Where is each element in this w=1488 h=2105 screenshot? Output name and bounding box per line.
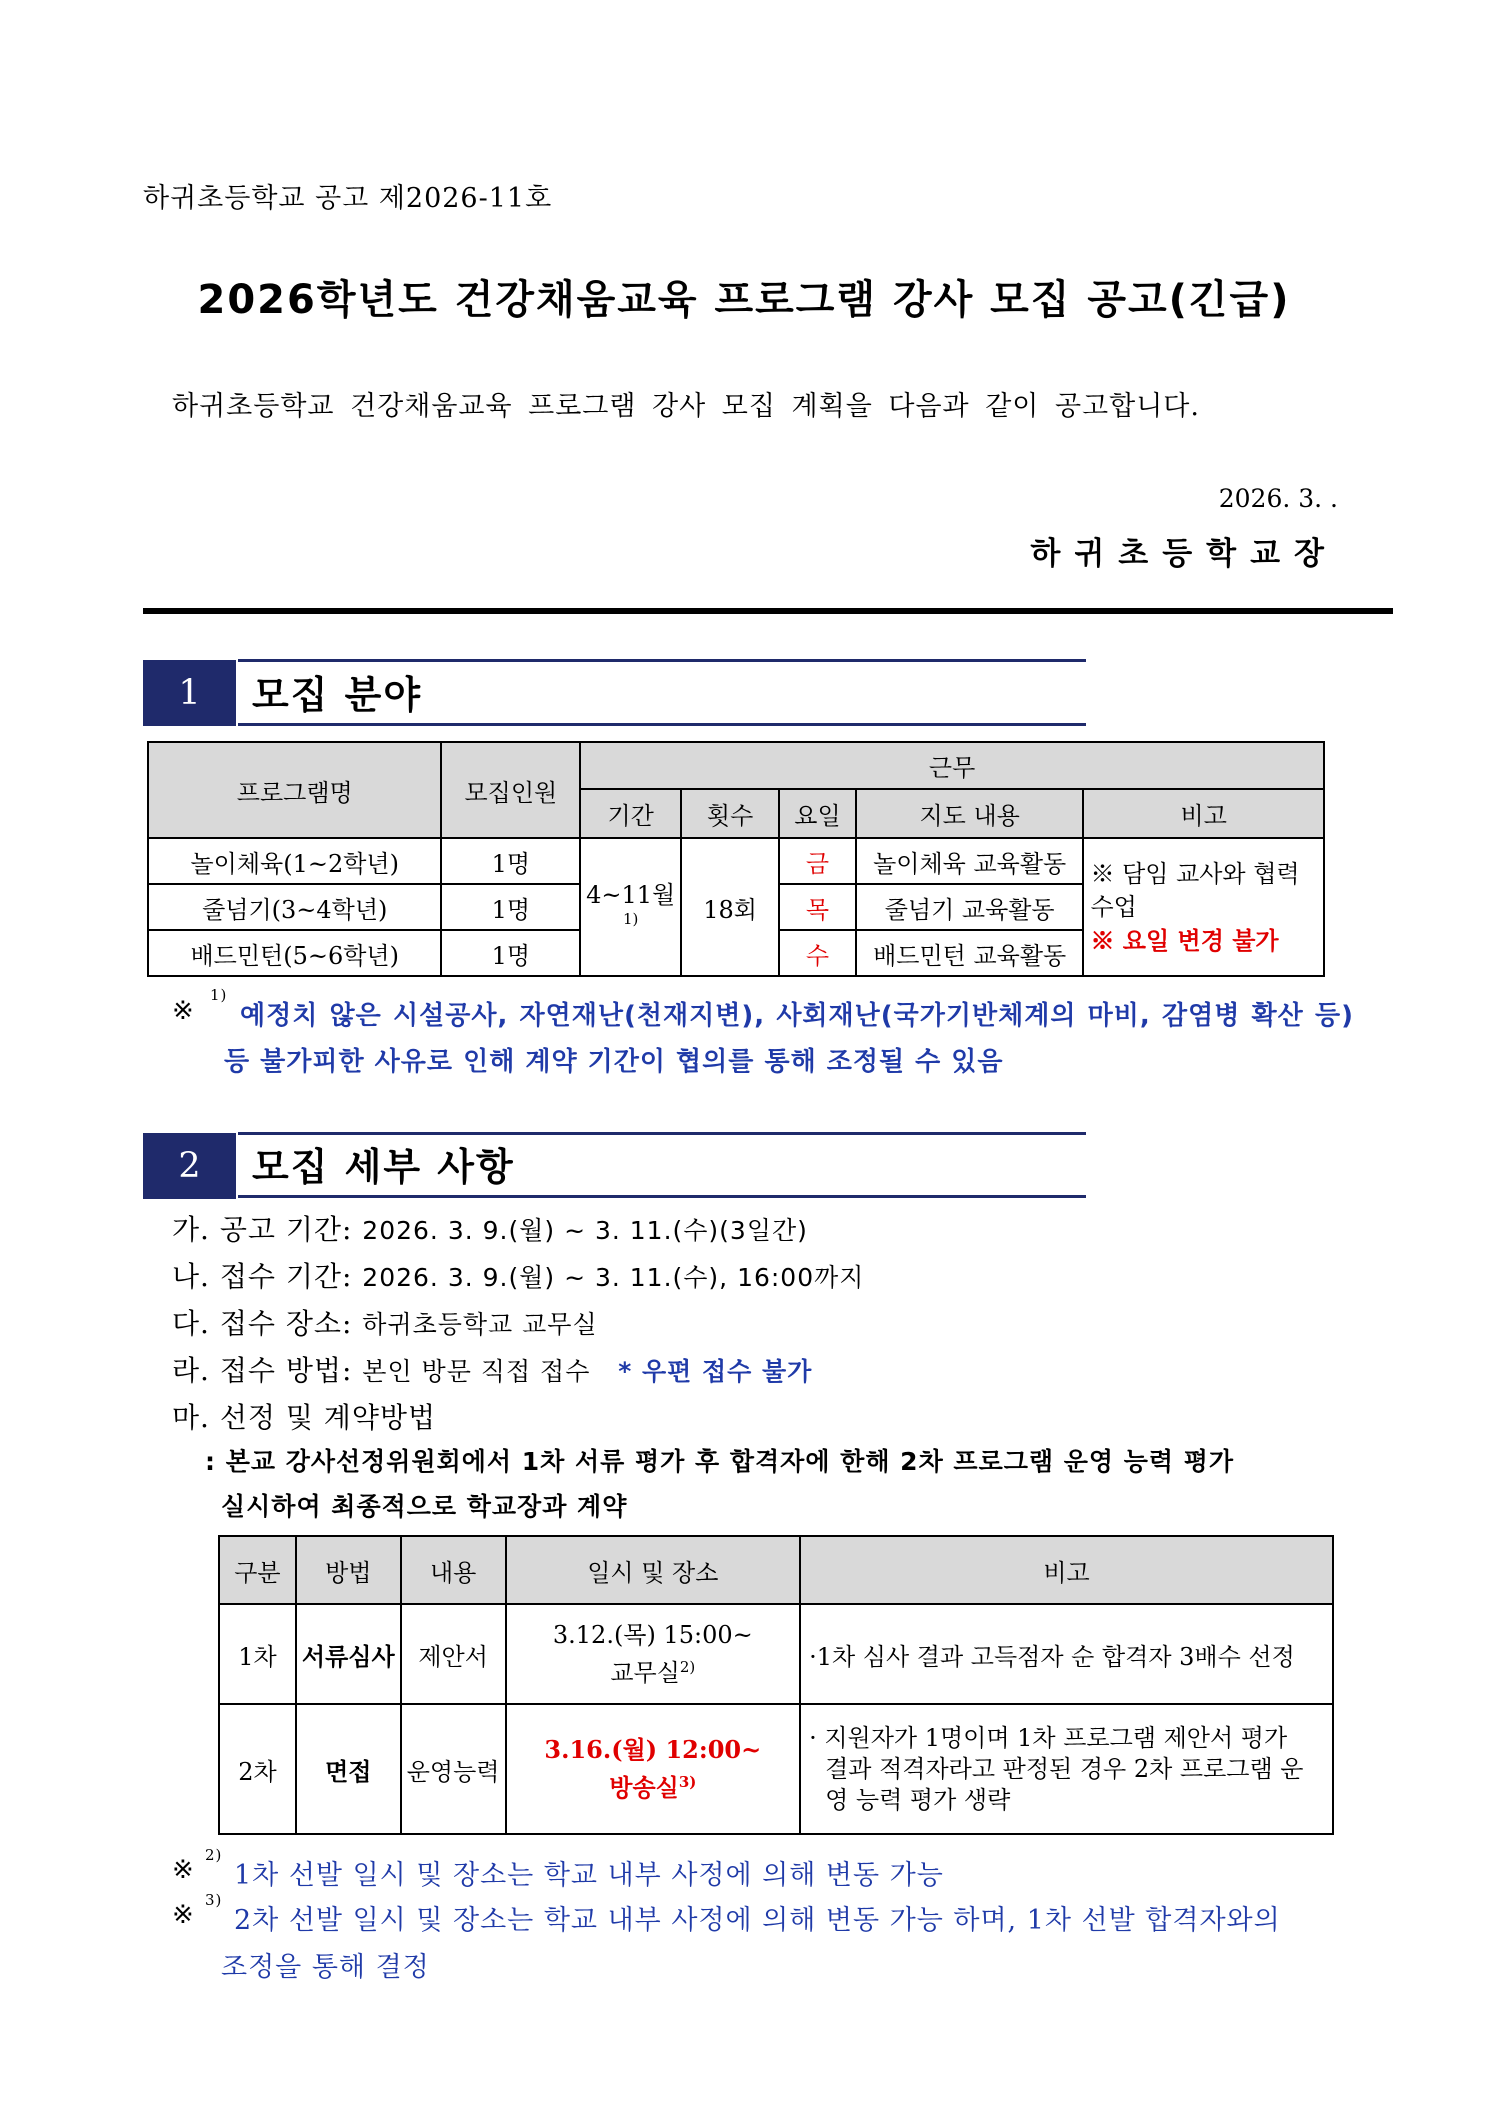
item-application-place bbox=[172, 1302, 598, 1342]
item-label: 가. 공고 기간: bbox=[172, 1213, 353, 1246]
item-label: 라. 접수 방법: bbox=[172, 1354, 353, 1387]
footnote-contract-period: 예정치 않은 시설공사, 자연재난(천재지변), 사회재난(국가기반체계의 마비, 감염병 확산 등) 등 불가피한 사유로 인해 계약 기간이 협의를 통해 조정될 수 있음 bbox=[224, 1001, 1354, 1077]
item-label: 나. 접수 기간: bbox=[172, 1260, 353, 1293]
section-1-number: 1 bbox=[143, 660, 236, 726]
table-row bbox=[219, 1604, 1333, 1704]
place-line bbox=[511, 1651, 796, 1689]
remarks-line: 결과 적격자라고 판정된 경우 2차 프로그램 운 bbox=[825, 1754, 1304, 1783]
footnote-mark: ※ bbox=[172, 996, 195, 1026]
no-mail-note: * 우편 접수 불가 bbox=[618, 1357, 813, 1386]
day-cell: 금 bbox=[779, 838, 856, 884]
stage-cell: 1차 bbox=[219, 1604, 296, 1704]
method-cell: 서류심사 bbox=[296, 1604, 401, 1704]
datetime-cell bbox=[506, 1604, 801, 1704]
item-application-method bbox=[172, 1349, 812, 1389]
table-row bbox=[148, 838, 1324, 884]
section-2-number: 2 bbox=[143, 1133, 236, 1199]
item-value: 하귀초등학교 교무실 bbox=[362, 1310, 598, 1339]
item-announcement-period bbox=[172, 1208, 808, 1248]
header-count: 모집인원 bbox=[441, 742, 580, 838]
item-value: 2026. 3. 9.(월) ~ 3. 11.(수), 16:00까지 bbox=[362, 1263, 865, 1292]
section-2-top-line bbox=[238, 1132, 1086, 1135]
datetime-cell bbox=[506, 1704, 801, 1834]
footnote-ref-2: 2) bbox=[205, 1846, 223, 1864]
header-remarks: 비고 bbox=[800, 1536, 1333, 1604]
section-1-bottom-line bbox=[238, 723, 1086, 726]
header-program: 프로그램명 bbox=[148, 742, 441, 838]
program-name: 줄넘기(3~4학년) bbox=[148, 884, 441, 930]
section-2-bottom-line bbox=[238, 1195, 1086, 1198]
stage-cell: 2차 bbox=[219, 1704, 296, 1834]
item-selection-method: 마. 선정 및 계약방법 bbox=[172, 1401, 436, 1434]
remark-cooperation: ※ 담임 교사와 협력 수업 bbox=[1090, 859, 1300, 921]
remarks-cell bbox=[1083, 838, 1324, 976]
footnote-second-selection-cont: 조정을 통해 결정 bbox=[221, 1952, 430, 1983]
table-row bbox=[219, 1704, 1333, 1834]
period-footnote-ref: 1) bbox=[622, 910, 639, 928]
remarks-cell: ·1차 심사 결과 고득점자 순 합격자 3배수 선정 bbox=[800, 1604, 1333, 1704]
section-1-title: 모집 분야 bbox=[252, 673, 423, 717]
footnote-mark: ※ bbox=[172, 1900, 195, 1930]
header-datetime: 일시 및 장소 bbox=[506, 1536, 801, 1604]
datetime-line: 3.12.(목) 15:00~ bbox=[552, 1621, 753, 1649]
datetime-line: 3.16.(월) 12:00~ bbox=[544, 1735, 762, 1764]
header-period: 기간 bbox=[580, 789, 681, 838]
principal-signature: 하귀초등학교장 bbox=[1030, 536, 1338, 572]
selection-description-line-2: 실시하여 최종적으로 학교장과 계약 bbox=[221, 1492, 628, 1521]
day-cell: 수 bbox=[779, 930, 856, 976]
header-sessions: 횟수 bbox=[681, 789, 779, 838]
recruit-count: 1명 bbox=[441, 884, 580, 930]
day-cell: 목 bbox=[779, 884, 856, 930]
item-application-period bbox=[172, 1255, 864, 1295]
recruitment-field-table bbox=[147, 741, 1325, 977]
place-footnote-ref: 3) bbox=[678, 1773, 697, 1791]
footnote-mark: ※ bbox=[172, 1855, 195, 1885]
place-value: 교무실 bbox=[610, 1659, 680, 1687]
section-2-title: 모집 세부 사항 bbox=[252, 1145, 515, 1189]
header-day: 요일 bbox=[779, 789, 856, 838]
period-value: 4~11월 bbox=[586, 881, 676, 909]
method-cell: 면접 bbox=[296, 1704, 401, 1834]
footnote-ref-3: 3) bbox=[205, 1891, 223, 1909]
place-value: 방송실 bbox=[609, 1773, 679, 1802]
content-cell: 운영능력 bbox=[401, 1704, 506, 1834]
content-cell: 제안서 bbox=[401, 1604, 506, 1704]
program-name: 놀이체육(1~2학년) bbox=[148, 838, 441, 884]
document-title: 2026학년도 건강채움교육 프로그램 강사 모집 공고(긴급) bbox=[197, 277, 1291, 323]
selection-schedule-table bbox=[218, 1535, 1334, 1835]
footnote-first-selection: 1차 선발 일시 및 장소는 학교 내부 사정에 의해 변동 가능 bbox=[234, 1860, 944, 1891]
item-value: 본인 방문 직접 접수 bbox=[362, 1357, 591, 1386]
content-cell: 줄넘기 교육활동 bbox=[856, 884, 1084, 930]
header-method: 방법 bbox=[296, 1536, 401, 1604]
intro-text: 하귀초등학교 건강채움교육 프로그램 강사 모집 계획을 다음과 같이 공고합니다. bbox=[172, 391, 1200, 422]
section-1-top-line bbox=[238, 659, 1086, 662]
footnote-second-selection: 2차 선발 일시 및 장소는 학교 내부 사정에 의해 변동 가능 하며, 1차 선발 합격자와의 bbox=[234, 1905, 1281, 1936]
content-cell: 배드민턴 교육활동 bbox=[856, 930, 1084, 976]
recruit-count: 1명 bbox=[441, 930, 580, 976]
program-name: 배드민턴(5~6학년) bbox=[148, 930, 441, 976]
remarks-line: 영 능력 평가 생략 bbox=[825, 1785, 1011, 1814]
footnote-ref-1: 1) bbox=[210, 986, 228, 1004]
period-cell bbox=[580, 838, 681, 976]
remarks-line: · 지원자가 1명이며 1차 프로그램 제안서 평가 bbox=[809, 1723, 1288, 1752]
issue-date: 2026. 3. . bbox=[1218, 484, 1338, 513]
content-cell: 놀이체육 교육활동 bbox=[856, 838, 1084, 884]
header-content: 내용 bbox=[401, 1536, 506, 1604]
place-footnote-ref: 2) bbox=[679, 1658, 696, 1676]
item-value: 2026. 3. 9.(월) ~ 3. 11.(수)(3일간) bbox=[362, 1216, 808, 1245]
place-line bbox=[511, 1766, 796, 1804]
item-label: 다. 접수 장소: bbox=[172, 1307, 353, 1340]
header-stage: 구분 bbox=[219, 1536, 296, 1604]
selection-description-line-1: : 본교 강사선정위원회에서 1차 서류 평가 후 합격자에 한해 2차 프로그램 운영 능력 평가 bbox=[205, 1447, 1235, 1476]
notice-number: 하귀초등학교 공고 제2026-11호 bbox=[143, 183, 553, 214]
header-content: 지도 내용 bbox=[856, 789, 1084, 838]
header-work: 근무 bbox=[580, 742, 1324, 789]
remarks-cell bbox=[800, 1704, 1333, 1834]
remark-no-day-change: ※ 요일 변경 불가 bbox=[1090, 925, 1279, 955]
header-remarks: 비고 bbox=[1083, 789, 1324, 838]
header-divider bbox=[143, 608, 1393, 614]
sessions-cell: 18회 bbox=[681, 838, 779, 976]
recruit-count: 1명 bbox=[441, 838, 580, 884]
